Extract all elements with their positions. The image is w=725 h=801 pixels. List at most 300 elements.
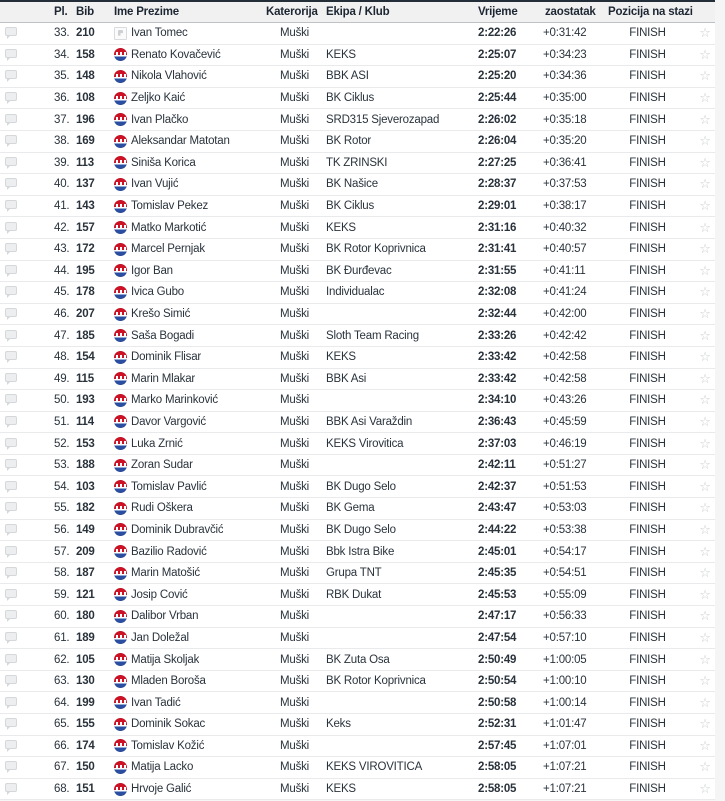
category-cell: Muški <box>280 200 310 213</box>
rider-name: Mladen Boroša <box>131 675 206 688</box>
time-cell: 2:26:04 <box>478 135 517 148</box>
rider-name: Dalibor Vrban <box>131 610 199 623</box>
club-cell: BK Rotor Koprivnica <box>326 243 426 256</box>
star-outline-icon[interactable]: ☆ <box>699 349 711 365</box>
rider-name: Davor Vargović <box>131 415 206 428</box>
comment-bubble-icon[interactable] <box>5 135 17 144</box>
rider-name: Tomislav Pavlić <box>131 480 207 493</box>
gap-cell: +1:00:05 <box>543 653 587 666</box>
star-outline-icon[interactable]: ☆ <box>699 759 711 775</box>
gap-cell: +1:01:47 <box>543 718 587 731</box>
time-cell: 2:43:47 <box>478 502 517 515</box>
comment-bubble-icon[interactable] <box>5 265 17 274</box>
header-gap: zaostatak <box>545 6 596 18</box>
category-cell: Muški <box>280 739 310 752</box>
table-row <box>0 369 715 391</box>
comment-bubble-icon[interactable] <box>5 373 17 382</box>
time-cell: 2:45:01 <box>478 545 517 558</box>
croatia-flag-icon <box>114 329 127 342</box>
gap-cell: +0:42:42 <box>543 329 587 342</box>
bib-cell: 114 <box>76 415 94 428</box>
club-cell: KEKS VIROVITICA <box>326 761 423 774</box>
position-cell: FINISH <box>629 70 666 83</box>
club-cell: TK ZRINSKI <box>326 156 388 169</box>
gap-cell: +0:53:03 <box>543 502 587 515</box>
comment-bubble-icon[interactable] <box>5 416 17 425</box>
club-cell: BBK ASI <box>326 70 369 83</box>
time-cell: 2:52:31 <box>478 718 517 731</box>
croatia-flag-icon <box>114 739 127 752</box>
croatia-flag-icon <box>114 502 127 515</box>
star-outline-icon[interactable]: ☆ <box>699 370 711 386</box>
time-cell: 2:58:05 <box>478 761 517 774</box>
table-row <box>0 196 715 218</box>
bib-cell: 103 <box>76 480 95 493</box>
table-row <box>0 736 715 758</box>
comment-bubble-icon[interactable] <box>5 308 17 317</box>
place-cell: 49. <box>54 372 70 385</box>
comment-bubble-icon[interactable] <box>5 243 17 252</box>
place-cell: 56. <box>54 523 70 536</box>
star-outline-icon[interactable]: ☆ <box>699 478 711 494</box>
category-cell: Muški <box>280 696 310 709</box>
comment-bubble-icon[interactable] <box>5 157 17 166</box>
croatia-flag-icon <box>114 221 127 234</box>
rider-name: Marin Matošić <box>131 567 200 580</box>
bib-cell: 169 <box>76 135 95 148</box>
bib-cell: 143 <box>76 200 95 213</box>
place-cell: 37. <box>54 113 70 126</box>
gap-cell: +0:51:27 <box>543 459 587 472</box>
category-cell: Muški <box>280 480 310 493</box>
gap-cell: +0:54:17 <box>543 545 587 558</box>
star-outline-icon[interactable]: ☆ <box>699 25 711 41</box>
star-outline-icon[interactable]: ☆ <box>699 521 711 537</box>
gap-cell: +0:40:57 <box>543 243 587 256</box>
gap-cell: +0:57:10 <box>543 631 587 644</box>
star-outline-icon[interactable]: ☆ <box>699 543 711 559</box>
category-cell: Muški <box>280 329 310 342</box>
position-cell: FINISH <box>629 178 666 191</box>
star-outline-icon[interactable]: ☆ <box>699 392 711 408</box>
star-outline-icon[interactable]: ☆ <box>699 133 711 149</box>
croatia-flag-icon <box>114 156 127 169</box>
position-cell: FINISH <box>629 545 666 558</box>
comment-bubble-icon[interactable] <box>5 92 17 101</box>
rider-name: Saša Bogadi <box>131 329 195 342</box>
star-outline-icon[interactable]: ☆ <box>699 198 711 214</box>
comment-bubble-icon[interactable] <box>5 459 17 468</box>
bib-cell: 151 <box>76 783 95 796</box>
place-cell: 53. <box>54 459 70 472</box>
comment-bubble-icon[interactable] <box>5 70 17 79</box>
time-cell: 2:33:42 <box>478 351 517 364</box>
star-outline-icon[interactable]: ☆ <box>699 327 711 343</box>
star-outline-icon[interactable]: ☆ <box>699 608 711 624</box>
time-cell: 2:31:41 <box>478 243 517 256</box>
table-row <box>0 628 715 650</box>
club-cell: KEKS <box>326 221 356 234</box>
position-cell: FINISH <box>629 631 666 644</box>
category-cell: Muški <box>280 48 310 61</box>
star-outline-icon[interactable]: ☆ <box>699 262 711 278</box>
comment-bubble-icon[interactable] <box>5 222 17 231</box>
comment-bubble-icon[interactable] <box>5 546 17 555</box>
bib-cell: 149 <box>76 523 95 536</box>
place-cell: 65. <box>54 718 70 731</box>
position-cell: FINISH <box>629 502 666 515</box>
header-position: Pozicija na stazi <box>608 6 693 18</box>
position-cell: FINISH <box>629 523 666 536</box>
bib-cell: 108 <box>76 92 95 105</box>
star-outline-icon[interactable]: ☆ <box>699 781 711 797</box>
croatia-flag-icon <box>114 588 127 601</box>
rider-name: Dominik Flisar <box>131 351 202 364</box>
star-outline-icon[interactable]: ☆ <box>699 219 711 235</box>
table-row <box>0 563 715 585</box>
place-cell: 50. <box>54 394 70 407</box>
croatia-flag-icon <box>114 480 127 493</box>
rider-name: Dominik Šokac <box>131 718 206 731</box>
comment-bubble-icon[interactable] <box>5 761 17 770</box>
comment-bubble-icon[interactable] <box>5 740 17 749</box>
comment-bubble-icon[interactable] <box>5 718 17 727</box>
star-outline-icon[interactable]: ☆ <box>699 673 711 689</box>
table-row <box>0 390 715 412</box>
table-row <box>0 217 715 239</box>
time-cell: 2:50:58 <box>478 696 517 709</box>
star-outline-icon[interactable]: ☆ <box>699 68 711 84</box>
header-name: Ime Prezime <box>114 6 179 18</box>
croatia-flag-icon <box>114 718 127 731</box>
comment-bubble-icon[interactable] <box>5 438 17 447</box>
comment-bubble-icon[interactable] <box>5 567 17 576</box>
comment-bubble-icon[interactable] <box>5 675 17 684</box>
table-row <box>0 779 715 801</box>
gap-cell: +0:46:19 <box>543 437 587 450</box>
bib-cell: 207 <box>76 308 95 321</box>
gap-cell: +0:45:59 <box>543 415 587 428</box>
rider-name: Matija Lacko <box>131 761 194 774</box>
croatia-flag-icon <box>114 200 127 213</box>
star-outline-icon[interactable]: ☆ <box>699 111 711 127</box>
place-cell: 59. <box>54 588 70 601</box>
table-row <box>0 757 715 779</box>
comment-bubble-icon[interactable] <box>5 632 17 641</box>
club-cell: BK Rotor Koprivnica <box>326 675 426 688</box>
bib-cell: 193 <box>76 394 95 407</box>
place-cell: 35. <box>54 70 70 83</box>
gap-cell: +0:38:17 <box>543 200 587 213</box>
club-cell: BBK Asi Varaždin <box>326 415 413 428</box>
croatia-flag-icon <box>114 415 127 428</box>
bib-cell: 158 <box>76 48 95 61</box>
time-cell: 2:50:54 <box>478 675 517 688</box>
header-bib: Bib <box>76 6 94 18</box>
star-outline-icon[interactable]: ☆ <box>699 435 711 451</box>
category-cell: Muški <box>280 437 310 450</box>
category-cell: Muški <box>280 135 310 148</box>
comment-bubble-icon[interactable] <box>5 49 17 58</box>
comment-bubble-icon[interactable] <box>5 351 17 360</box>
club-cell: BK Rotor <box>326 135 372 148</box>
star-outline-icon[interactable]: ☆ <box>699 90 711 106</box>
star-outline-icon[interactable]: ☆ <box>699 46 711 62</box>
place-cell: 58. <box>54 567 70 580</box>
position-cell: FINISH <box>629 351 666 364</box>
star-outline-icon[interactable]: ☆ <box>699 241 711 257</box>
table-row <box>0 498 715 520</box>
bib-cell: 153 <box>76 437 95 450</box>
category-cell: Muški <box>280 178 310 191</box>
rider-name: Matko Markotić <box>131 221 207 234</box>
gap-cell: +0:40:32 <box>543 221 587 234</box>
category-cell: Muški <box>280 264 310 277</box>
place-cell: 33. <box>54 27 70 40</box>
table-row <box>0 606 715 628</box>
position-cell: FINISH <box>629 156 666 169</box>
table-row <box>0 347 715 369</box>
star-outline-icon[interactable]: ☆ <box>699 737 711 753</box>
comment-bubble-icon[interactable] <box>5 502 17 511</box>
gap-cell: +0:41:11 <box>543 264 586 277</box>
time-cell: 2:26:02 <box>478 113 517 126</box>
star-outline-icon[interactable]: ☆ <box>699 306 711 322</box>
category-cell: Muški <box>280 92 310 105</box>
star-outline-icon[interactable]: ☆ <box>699 716 711 732</box>
croatia-flag-icon <box>114 523 127 536</box>
position-cell: FINISH <box>629 264 666 277</box>
rider-name: Jan Doležal <box>131 631 189 644</box>
croatia-flag-icon <box>114 696 127 709</box>
time-cell: 2:44:22 <box>478 523 517 536</box>
comment-bubble-icon[interactable] <box>5 114 17 123</box>
place-cell: 68. <box>54 783 70 796</box>
star-outline-icon[interactable]: ☆ <box>699 154 711 170</box>
club-cell: BK Dugo Selo <box>326 523 396 536</box>
bib-cell: 174 <box>76 739 95 752</box>
time-cell: 2:37:03 <box>478 437 517 450</box>
comment-bubble-icon[interactable] <box>5 200 17 209</box>
table-row <box>0 584 715 606</box>
category-cell: Muški <box>280 783 310 796</box>
star-outline-icon[interactable]: ☆ <box>699 500 711 516</box>
place-cell: 57. <box>54 545 70 558</box>
time-cell: 2:47:17 <box>478 610 517 623</box>
category-cell: Muški <box>280 415 310 428</box>
comment-bubble-icon[interactable] <box>5 178 17 187</box>
bib-cell: 196 <box>76 113 95 126</box>
bib-cell: 209 <box>76 545 95 558</box>
comment-bubble-icon[interactable] <box>5 697 17 706</box>
category-cell: Muški <box>280 221 310 234</box>
table-row <box>0 131 715 153</box>
bib-cell: 182 <box>76 502 95 515</box>
place-cell: 63. <box>54 675 70 688</box>
star-outline-icon[interactable]: ☆ <box>699 176 711 192</box>
comment-bubble-icon[interactable] <box>5 589 17 598</box>
table-row <box>0 412 715 434</box>
time-cell: 2:45:53 <box>478 588 517 601</box>
rider-name: Igor Ban <box>131 264 173 277</box>
rider-name: Ivan Tomec <box>131 27 188 40</box>
croatia-flag-icon <box>114 135 127 148</box>
position-cell: FINISH <box>629 437 666 450</box>
time-cell: 2:25:07 <box>478 48 517 61</box>
croatia-flag-icon <box>114 394 127 407</box>
club-cell: BK Đurđevac <box>326 264 392 277</box>
place-cell: 41. <box>54 200 70 213</box>
star-outline-icon[interactable]: ☆ <box>699 565 711 581</box>
place-cell: 62. <box>54 653 70 666</box>
star-outline-icon[interactable]: ☆ <box>699 413 711 429</box>
category-cell: Muški <box>280 610 310 623</box>
croatia-flag-icon <box>114 437 127 450</box>
comment-bubble-icon[interactable] <box>5 330 17 339</box>
club-cell: KEKS <box>326 351 356 364</box>
croatia-flag-icon <box>114 761 127 774</box>
club-cell: KEKS <box>326 783 356 796</box>
position-cell: FINISH <box>629 27 666 40</box>
category-cell: Muški <box>280 675 310 688</box>
bib-cell: 155 <box>76 718 95 731</box>
gap-cell: +1:07:21 <box>543 761 587 774</box>
club-cell: KEKS Virovitica <box>326 437 404 450</box>
rider-name: Krešo Šimić <box>131 308 191 321</box>
comment-bubble-icon[interactable] <box>5 783 17 792</box>
place-cell: 52. <box>54 437 70 450</box>
time-cell: 2:28:37 <box>478 178 517 191</box>
star-outline-icon[interactable]: ☆ <box>699 586 711 602</box>
gap-cell: +0:55:09 <box>543 588 587 601</box>
club-cell: RBK Dukat <box>326 588 382 601</box>
place-cell: 60. <box>54 610 70 623</box>
star-outline-icon[interactable]: ☆ <box>699 629 711 645</box>
gap-cell: +0:42:58 <box>543 351 587 364</box>
rider-name: Ivan Tadić <box>131 696 181 709</box>
position-cell: FINISH <box>629 286 666 299</box>
position-cell: FINISH <box>629 480 666 493</box>
rider-name: Siniša Korica <box>131 156 196 169</box>
position-cell: FINISH <box>629 48 666 61</box>
category-cell: Muški <box>280 502 310 515</box>
gap-cell: +0:41:24 <box>543 286 587 299</box>
gap-cell: +0:53:38 <box>543 523 587 536</box>
croatia-flag-icon <box>114 308 127 321</box>
bib-cell: 195 <box>76 264 95 277</box>
comment-bubble-icon[interactable] <box>5 27 17 36</box>
place-cell: 64. <box>54 696 70 709</box>
time-cell: 2:57:45 <box>478 739 517 752</box>
place-cell: 36. <box>54 92 70 105</box>
comment-bubble-icon[interactable] <box>5 394 17 403</box>
gap-cell: +1:00:10 <box>543 675 587 688</box>
rider-name: Zoran Sudar <box>131 459 193 472</box>
bib-cell: 130 <box>76 675 95 688</box>
star-outline-icon[interactable]: ☆ <box>699 694 711 710</box>
header-category: Katerorija <box>266 6 318 18</box>
place-cell: 51. <box>54 415 70 428</box>
club-cell: Keks <box>326 718 351 731</box>
club-cell: BK Dugo Selo <box>326 480 396 493</box>
rider-name: Hrvoje Galić <box>131 783 192 796</box>
club-cell: Bbk Istra Bike <box>326 545 395 558</box>
table-row <box>0 433 715 455</box>
time-cell: 2:36:43 <box>478 415 517 428</box>
time-cell: 2:29:01 <box>478 200 517 213</box>
gap-cell: +0:35:20 <box>543 135 587 148</box>
table-row <box>0 239 715 261</box>
table-row <box>0 261 715 283</box>
header-club: Ekipa / Klub <box>326 6 390 18</box>
place-cell: 34. <box>54 48 70 61</box>
gap-cell: +0:35:00 <box>543 92 587 105</box>
category-cell: Muški <box>280 372 310 385</box>
gap-cell: +1:07:01 <box>543 739 587 752</box>
club-cell: BK Ciklus <box>326 200 375 213</box>
table-row <box>0 541 715 563</box>
position-cell: FINISH <box>629 415 666 428</box>
comment-bubble-icon[interactable] <box>5 286 17 295</box>
croatia-flag-icon <box>114 113 127 126</box>
rider-name: Tomislav Pekez <box>131 200 209 213</box>
bib-cell: 210 <box>76 27 95 40</box>
time-cell: 2:31:55 <box>478 264 517 277</box>
comment-bubble-icon[interactable] <box>5 610 17 619</box>
bib-cell: 199 <box>76 696 95 709</box>
rider-name: Aleksandar Matotan <box>131 135 230 148</box>
comment-bubble-icon[interactable] <box>5 481 17 490</box>
category-cell: Muški <box>280 286 310 299</box>
star-outline-icon[interactable]: ☆ <box>699 651 711 667</box>
table-row <box>0 476 715 498</box>
gap-cell: +0:34:23 <box>543 48 587 61</box>
table-row <box>0 174 715 196</box>
star-outline-icon[interactable]: ☆ <box>699 457 711 473</box>
category-cell: Muški <box>280 567 310 580</box>
table-row <box>0 714 715 736</box>
place-cell: 66. <box>54 739 70 752</box>
croatia-flag-icon <box>114 459 127 472</box>
club-cell: SRD315 Sjeverozapad <box>326 113 440 126</box>
rider-name: Ivan Vujić <box>131 178 179 191</box>
position-cell: FINISH <box>629 372 666 385</box>
position-cell: FINISH <box>629 135 666 148</box>
bib-cell: 113 <box>76 156 94 169</box>
place-cell: 43. <box>54 243 70 256</box>
club-cell: KEKS <box>326 48 356 61</box>
position-cell: FINISH <box>629 739 666 752</box>
bib-cell: 189 <box>76 631 95 644</box>
star-outline-icon[interactable]: ☆ <box>699 284 711 300</box>
croatia-flag-icon <box>114 92 127 105</box>
table-row <box>0 649 715 671</box>
time-cell: 2:45:35 <box>478 567 517 580</box>
bib-cell: 172 <box>76 243 95 256</box>
comment-bubble-icon[interactable] <box>5 654 17 663</box>
gap-cell: +0:31:42 <box>543 27 587 40</box>
croatia-flag-icon <box>114 610 127 623</box>
place-cell: 47. <box>54 329 70 342</box>
croatia-flag-icon <box>114 48 127 61</box>
category-cell: Muški <box>280 523 310 536</box>
place-cell: 38. <box>54 135 70 148</box>
table-row <box>0 153 715 175</box>
croatia-flag-icon <box>114 264 127 277</box>
category-cell: Muški <box>280 631 310 644</box>
comment-bubble-icon[interactable] <box>5 524 17 533</box>
rider-name: Rudi Oškera <box>131 502 193 515</box>
